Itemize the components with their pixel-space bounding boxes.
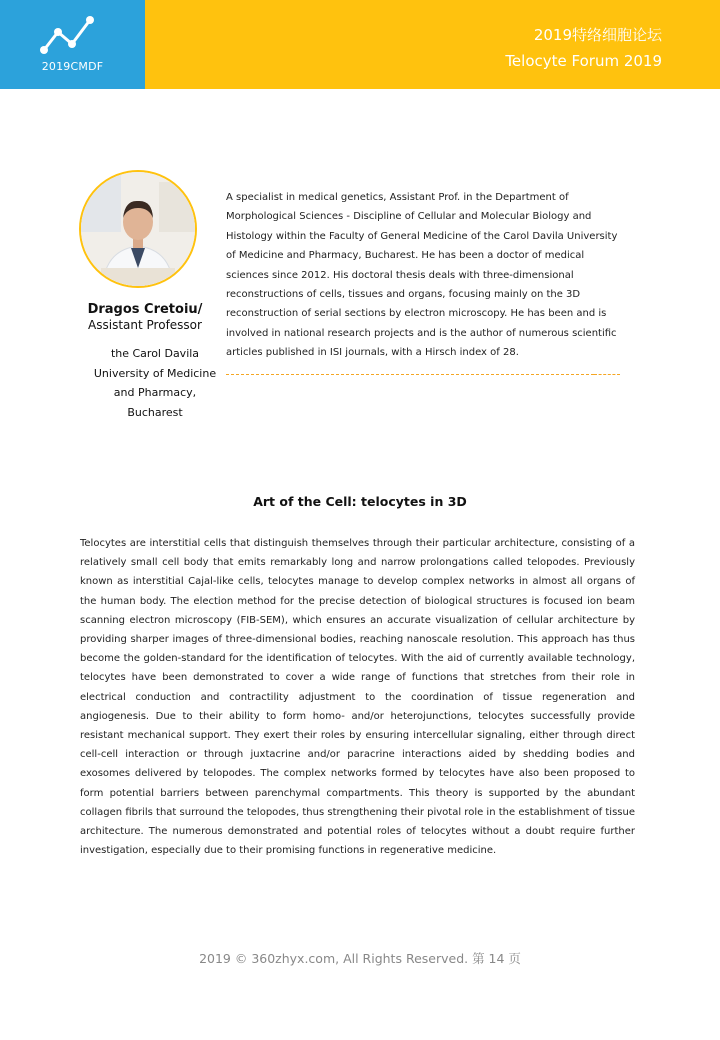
logo — [0, 0, 145, 89]
speaker-affiliation — [70, 344, 240, 422]
speaker-photo — [79, 170, 197, 288]
speaker-bio-text: A specialist in medical genetics, Assistant Prof. in the Department of Morphological Sciences - Discipline of Cellular and Molecular Biology and Histology within the Faculty of General Medicine of the Carol Davila University of Medicine and Pharmacy, Bucharest. He has been a doctor of medical sciences since 2012. His doctoral thesis deals with three-dimensional reconstructions of cells, tissues and organs, focusing mainly on the 3D reconstruction of serial sections by electron microscopy. He has been and is involved in national research projects and is the author of numerous scientific articles published in ISI journals, with a Hirsch index of 28. — [226, 192, 618, 359]
speaker-title: Assistant Professor — [88, 318, 202, 332]
trend-line-icon — [38, 14, 102, 58]
speaker-bio — [226, 188, 626, 382]
talk-title: Art of the Cell: telocytes in 3D — [253, 494, 467, 509]
page-header — [0, 0, 720, 89]
speaker-name: Dragos Cretoiu/ — [87, 302, 203, 317]
dashed-divider — [226, 368, 594, 375]
affiliation-line: Bucharest — [127, 405, 183, 419]
header-title-cn: 2019特络细胞论坛 — [533, 26, 662, 44]
dashed-divider — [594, 368, 620, 375]
affiliation-line: University of Medicine — [93, 366, 217, 380]
affiliation-line: and Pharmacy, — [113, 386, 197, 399]
talk-abstract: Telocytes are interstitial cells that distinguish themselves through their particular architecture, consisting of a relatively small cell body that emits remarkably long and narrow prolongations called telopodes. Previously known as interstitial Cajal-like cells, telocytes manage to develop complex networks in almost all organs of the human body. The election method for the precise detection of biological structures is focused ion beam scanning electron microscopy (FIB-SEM), which ensures an accurate visualization of cellular architecture by providing sharper images of three-dimensional bodies, reaching nanoscale resolution. This approach has thus become the golden-standard for the identification of telocytes. With the aid of currently available technology, telocytes have been demonstrated to cover a wide range of functions that stretches from their role in electrical conduction and contractility adjustment to the coordination of tissue regeneration and angiogenesis. Due to their ability to form homo- and/or heterojunctions, telocytes successfully provide resistant mechanical support. They exert their roles by ensuring intercellular signaling, either through direct cell-cell interaction or through juxtacrine and/or paracrine interactions aided by shedding bodies and exosomes delivered by telopodes. The complex networks formed by telocytes have also been proposed to form potential barriers between parenchymal compartments. This theory is supported by the abundant collagen fibrils that surround the telopodes, thus strengthening their pivotal role in the establishment of tissue architecture. The numerous demonstrated and potential roles of telocytes without a doubt require further investigation, especially due to their promising functions in regenerative medicine. — [80, 538, 635, 857]
header-title-en: Telocyte Forum 2019 — [505, 52, 662, 70]
page-footer: 2019 © 360zhyx.com, All Rights Reserved. 第 14 页 — [199, 951, 521, 966]
affiliation-line: the Carol Davila — [110, 347, 200, 360]
logo-text: 2019CMDF — [41, 60, 104, 73]
header-title — [505, 22, 662, 74]
